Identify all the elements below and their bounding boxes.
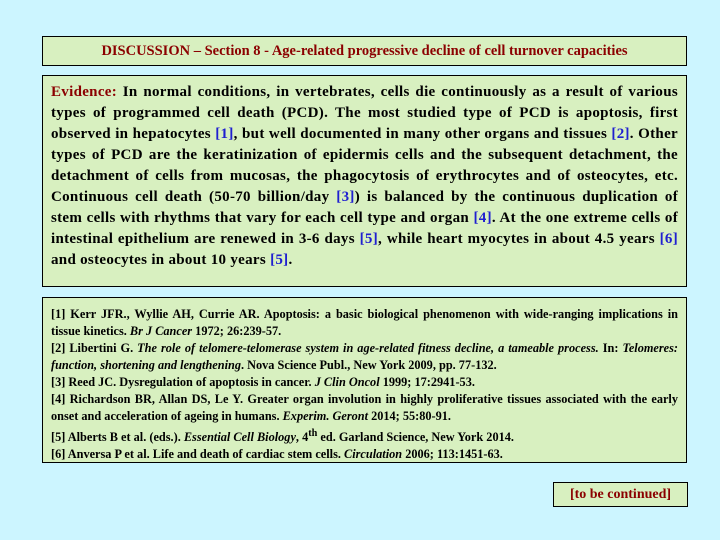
evidence-text-6: , while heart myocytes in about 4.5 years	[378, 231, 660, 247]
citation-4[interactable]: [4]	[473, 210, 492, 226]
evidence-text-5: . At the one extreme cells of intestinal epithelium are renewed in 3-6 days	[51, 210, 678, 247]
evidence-text-1: In normal conditions, in vertebrates, cells die continuously as a result of various types of programmed cell death (PCD). The most studied type of PCD is apoptosis, first observed in hepatocytes	[51, 84, 678, 142]
evidence-paragraph	[51, 82, 678, 271]
section-title-box	[42, 36, 687, 66]
evidence-text-2: , but well documented in many other organs and tissues	[233, 126, 612, 142]
references-list	[51, 306, 678, 463]
reference-item: [5] Alberts B et al. (eds.). Essential Cell Biology, 4th ed. Garland Science, New York 2014.	[51, 428, 514, 445]
references-box	[42, 297, 687, 463]
evidence-text-8: .	[288, 252, 293, 268]
reference-item: [6] Anversa P et al. Life and death of cardiac stem cells. Circulation 2006; 113:1451-63.	[51, 447, 503, 462]
citation-1[interactable]: [1]	[215, 126, 234, 142]
reference-item: [1] Kerr JFR., Wyllie AH, Currie AR. Apoptosis: a basic biological phenomenon with wide-ranging implications in tissue kinetics. Br J Cancer 1972; 26:239-57.	[51, 307, 678, 338]
evidence-label: Evidence:	[51, 84, 118, 100]
citation-5[interactable]: [5]	[359, 231, 379, 247]
reference-item: [3] Reed JC. Dysregulation of apoptosis in cancer. J Clin Oncol 1999; 17:2941-53.	[51, 375, 475, 389]
citation-3[interactable]: [3]	[336, 189, 355, 205]
citation-6[interactable]: [6]	[659, 231, 679, 247]
citation-2[interactable]: [2]	[611, 126, 630, 142]
citation-5b[interactable]: [5]	[270, 252, 289, 268]
evidence-text-4: ) is balanced by the continuous duplication of stem cells with rhythms that vary for each cell type and organ	[51, 189, 679, 226]
reference-item: [2] Libertini G. The role of telomere-telomerase system in age-related fitness decline, a tameable process. In: Telomeres: function, shortening and lengthening. Nova Science Publ., New York 2009, pp. 77-132.	[51, 341, 679, 372]
evidence-box	[42, 75, 687, 287]
evidence-text-7: and osteocytes in about 10 years	[51, 252, 271, 268]
evidence-text-3: . Other types of PCD are the keratinization of epidermis cells and the subsequent detachment, the detachment of cells from mucosas, the phagocytosis of erythrocytes and of osteocytes, etc. Continuous cell death (50-70 billion/day	[51, 126, 678, 205]
section-title: DISCUSSION – Section 8 - Age-related progressive decline of cell turnover capacities	[101, 43, 628, 59]
continued-label[interactable]: [to be continued]	[569, 487, 672, 502]
reference-item: [4] Richardson BR, Allan DS, Le Y. Greater organ involution in highly proliferative tissues associated with the early onset and acceleration of ageing in humans. Experim. Geront 2014; 55:80-91.	[51, 392, 678, 423]
continued-box[interactable]	[553, 482, 688, 507]
